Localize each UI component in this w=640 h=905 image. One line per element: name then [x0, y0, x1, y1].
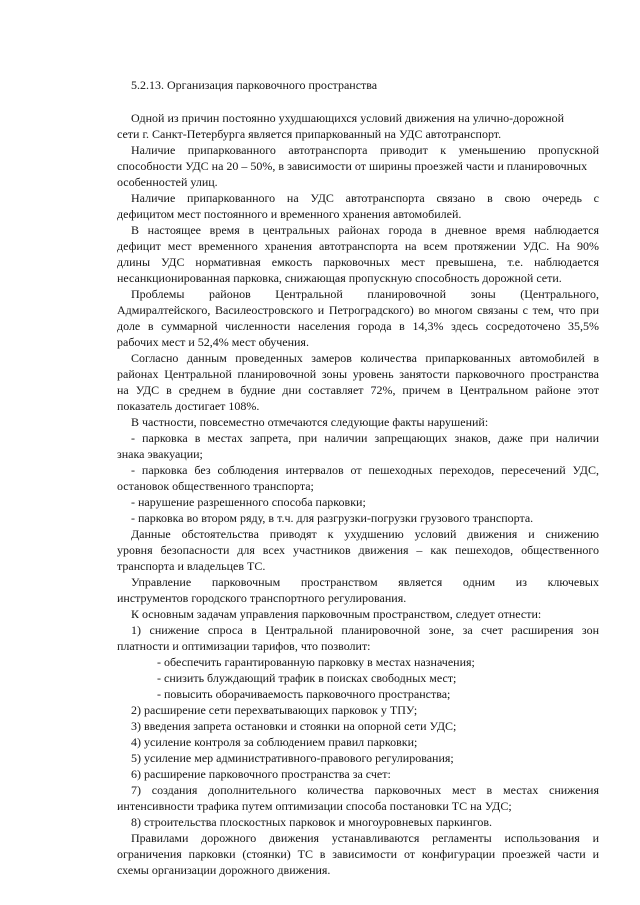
list-item: 6) расширение парковочного пространства за счет: — [131, 767, 391, 781]
sub-list-item: - повысить оборачиваемость парковочного пространства; — [157, 687, 451, 701]
paragraph-line: районах Центральной планировочной зоны уровень занятости парковочного пространства — [117, 367, 599, 381]
paragraph-line: доле в суммарной численности населения города в 14,3% здесь сосредоточено 35,5% — [117, 319, 599, 333]
paragraph-line: Проблемы районов Центральной планировочной зоны (Центрального, — [131, 287, 599, 301]
paragraph-line: уровня безопасности для всех участников движения – как пешеходов, общественного — [117, 543, 599, 557]
paragraph-line: инструментов городского транспортного регулирования. — [117, 591, 407, 605]
list-item: - парковка без соблюдения интервалов от пешеходных переходов, пересечений УДС, — [131, 463, 599, 477]
paragraph-line: В настоящее время в центральных районах города в дневное время наблюдается — [131, 223, 599, 237]
paragraph-line: транспорта и владельцев ТС. — [117, 559, 266, 573]
paragraph-line: на УДС в среднем в будние дни составляет 72%, причем в Центральном районе этот — [117, 383, 599, 397]
sub-list-item: - обеспечить гарантированную парковку в местах назначения; — [157, 655, 475, 669]
paragraph-line: показатель достигает 108%. — [117, 399, 260, 413]
paragraph-line: Наличие припаркованного на УДС автотранспорта связано в свою очередь с — [131, 191, 599, 205]
paragraph-line: В частности, повсеместно отмечаются следующие факты нарушений: — [131, 415, 489, 429]
paragraph-line: длины УДС нормативная емкость парковочных мест превышена, т.е. наблюдается — [117, 255, 599, 269]
paragraph-line: Одной из причин постоянно ухудшающихся условий движения на улично-дорожной — [131, 111, 565, 125]
paragraph-line: К основным задачам управления парковочным пространством, следует отнести: — [131, 607, 542, 621]
list-item: 3) введения запрета остановки и стоянки на опорной сети УДС; — [131, 719, 457, 733]
list-item: платности и оптимизации тарифов, что позволит: — [117, 639, 371, 653]
paragraph-line: сети г. Санкт-Петербурга является припаркованный на УДС автотранспорт. — [117, 127, 502, 141]
paragraph-line: Правилами дорожного движения устанавливаются регламенты использования и — [131, 831, 599, 845]
paragraph-line: Данные обстоятельства приводят к ухудшению условий движения и снижению — [131, 527, 599, 541]
paragraph-line: способности УДС на 20 – 50%, в зависимости от ширины проезжей части и планировочных — [117, 159, 588, 173]
list-item: 8) строительства плоскостных парковок и многоуровневых паркингов. — [131, 815, 493, 829]
sub-list-item: - снизить блуждающий трафик в поисках свободных мест; — [157, 671, 457, 685]
list-item: 1) снижение спроса в Центральной планировочной зоне, за счет расширения зон — [131, 623, 599, 637]
list-item: 7) создания дополнительного количества парковочных мест в местах снижения — [131, 783, 599, 797]
paragraph-line: ограничения парковки (стоянки) ТС в зависимости от конфигурации проезжей части и — [117, 847, 599, 861]
list-item: - парковка во втором ряду, в т.ч. для разгрузки-погрузки грузового транспорта. — [131, 511, 534, 525]
paragraph-line: дефицит мест временного хранения автотранспорта на всем протяжении УДС. На 90% — [117, 239, 599, 253]
paragraph-line: дефицитом мест постоянного и временного хранения автомобилей. — [117, 207, 462, 221]
list-item: интенсивности трафика путем оптимизации способа постановки ТС на УДС; — [117, 799, 512, 813]
paragraph-line: Управление парковочным пространством является одним из ключевых — [131, 575, 599, 589]
list-item: 5) усиление мер административного-правового регулирования; — [131, 751, 454, 765]
paragraph-line: рабочих мест и 52,4% мест обучения. — [117, 335, 309, 349]
list-item: остановок общественного транспорта; — [117, 479, 314, 493]
list-item: знака эвакуации; — [117, 447, 203, 461]
paragraph-line: схемы организации дорожного движения. — [117, 863, 331, 877]
list-item: 2) расширение сети перехватывающих парковок у ТПУ; — [131, 703, 418, 717]
paragraph-line: Адмиралтейского, Василеостровского и Петроградского) во многом связаны с тем, что при — [117, 303, 599, 317]
list-item: - парковка в местах запрета, при наличии запрещающих знаков, даже при наличии — [131, 431, 599, 445]
section-heading: 5.2.13. Организация парковочного пространства — [131, 78, 378, 92]
list-item: 4) усиление контроля за соблюдением правил парковки; — [131, 735, 418, 749]
paragraph-line: особенностей улиц. — [117, 175, 218, 189]
paragraph-line: Наличие припаркованного автотранспорта приводит к уменьшению пропускной — [131, 143, 599, 157]
paragraph-line: несанкционированная парковка, снижающая пропускную способность дорожной сети. — [117, 271, 562, 285]
list-item: - нарушение разрешенного способа парковки; — [131, 495, 366, 509]
paragraph-line: Согласно данным проведенных замеров количества припаркованных автомобилей в — [131, 351, 599, 365]
